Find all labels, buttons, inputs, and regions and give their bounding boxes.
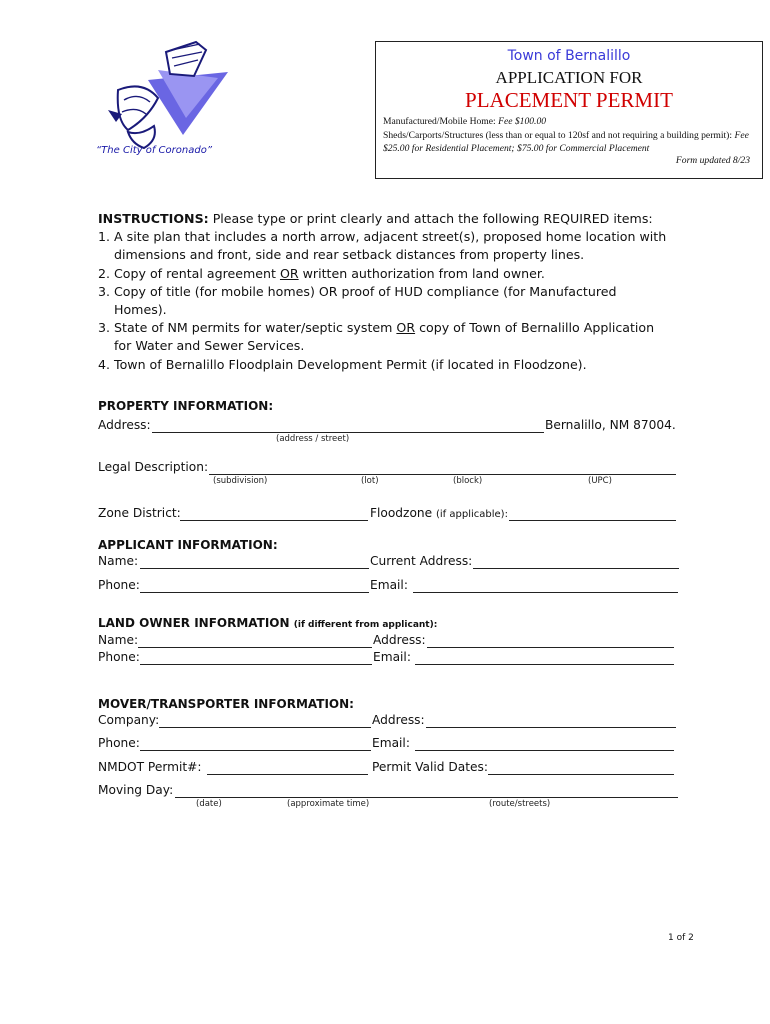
applicant-phone-label: Phone: xyxy=(98,578,140,592)
mover-address-label: Address: xyxy=(372,713,425,727)
instruction-item-2: 2. Copy of rental agreement xyxy=(98,265,280,281)
fee-line2-label: Sheds/Carports/Structures (less than or equal to 120sf and not requiring a building permit): xyxy=(383,129,735,141)
land-owner-heading-text: LAND OWNER INFORMATION xyxy=(98,616,290,630)
application-for-heading: APPLICATION FOR xyxy=(495,68,643,87)
mover-phone-label: Phone: xyxy=(98,736,140,750)
owner-name-field[interactable] xyxy=(138,647,372,648)
instructions xyxy=(98,210,738,374)
date-caption: (date) xyxy=(196,799,222,809)
zone-district-label: Zone District: xyxy=(98,506,181,520)
applicant-email-field[interactable] xyxy=(413,592,678,593)
time-caption: (approximate time) xyxy=(287,799,370,809)
instructions-heading: INSTRUCTIONS: xyxy=(98,211,209,226)
applicant-current-address-field[interactable] xyxy=(473,568,679,569)
town-name: Town of Bernalillo xyxy=(507,48,631,64)
route-caption: (route/streets) xyxy=(489,799,551,809)
instruction-item-4: 3. State of NM permits for water/septic system xyxy=(98,320,397,336)
owner-name-label: Name: xyxy=(98,633,139,647)
mover-company-label: Company: xyxy=(98,713,160,727)
owner-phone-label: Phone: xyxy=(98,650,140,664)
owner-email-label: Email: xyxy=(373,650,411,664)
floodzone-field[interactable] xyxy=(509,520,676,521)
nmdot-permit-label: NMDOT Permit#: xyxy=(98,760,202,774)
applicant-current-address-label: Current Address: xyxy=(370,554,473,568)
permit-valid-dates-field[interactable] xyxy=(488,774,674,775)
mover-phone-field[interactable] xyxy=(140,750,371,751)
fee-line1-value: Fee $100.00 xyxy=(498,116,547,127)
subdivision-caption: (subdivision) xyxy=(213,476,268,486)
mover-email-label: Email: xyxy=(372,736,410,750)
applicant-name-field[interactable] xyxy=(140,568,369,569)
mover-company-field[interactable] xyxy=(159,727,371,728)
property-heading: PROPERTY INFORMATION: xyxy=(98,399,274,413)
fee-line2-value: Fee $25.00 for Residential Placement; $75.00 for Commercial Placement xyxy=(383,129,749,154)
instructions-intro: Please type or print clearly and attach the following REQUIRED items: xyxy=(208,211,653,226)
owner-phone-field[interactable] xyxy=(140,664,372,665)
land-owner-note: (if different from applicant): xyxy=(293,620,438,630)
floodzone-label-text: Floodzone xyxy=(370,506,433,520)
instruction-item-4-post: copy of Town of Bernalillo Application xyxy=(415,320,655,336)
fee-schedule xyxy=(383,115,757,156)
instruction-item-3: 3. Copy of title (for mobile homes) OR proof of HUD compliance (for Manufactured xyxy=(98,283,617,299)
applicant-phone-field[interactable] xyxy=(140,592,369,593)
legal-description-field[interactable] xyxy=(209,474,676,475)
city-state-zip: Bernalillo, NM 87004. xyxy=(545,418,676,432)
property-address-field[interactable] xyxy=(152,432,544,433)
applicant-email-label: Email: xyxy=(370,578,408,592)
lot-caption: (lot) xyxy=(361,476,379,486)
instruction-item-4-or: OR xyxy=(396,320,416,336)
applicant-name-label: Name: xyxy=(98,554,139,568)
instruction-item-3-cont: Homes). xyxy=(114,302,167,318)
owner-email-field[interactable] xyxy=(415,664,674,665)
applicant-heading: APPLICANT INFORMATION: xyxy=(98,538,278,552)
owner-address-field[interactable] xyxy=(427,647,674,648)
placement-permit-title: PLACEMENT PERMIT xyxy=(465,88,673,112)
block-caption: (block) xyxy=(453,476,483,486)
mover-heading: MOVER/TRANSPORTER INFORMATION: xyxy=(98,697,354,711)
instruction-item-2-or: OR xyxy=(279,265,299,281)
floodzone-label xyxy=(370,506,508,520)
town-logo xyxy=(88,40,238,155)
page-number: 1 of 2 xyxy=(668,933,694,943)
land-owner-heading xyxy=(98,616,437,630)
legal-description-label: Legal Description: xyxy=(98,460,209,474)
fee-line1-label: Manufactured/Mobile Home: xyxy=(383,116,499,127)
address-caption: (address / street) xyxy=(276,434,350,444)
zone-district-field[interactable] xyxy=(180,520,368,521)
moving-day-field[interactable] xyxy=(175,797,678,798)
nmdot-permit-field[interactable] xyxy=(207,774,368,775)
instruction-item-1-cont: dimensions and front, side and rear setback distances from property lines. xyxy=(114,247,585,263)
form-updated: Form updated 8/23 xyxy=(675,155,750,166)
moving-day-label: Moving Day: xyxy=(98,783,174,797)
upc-caption: (UPC) xyxy=(588,476,612,486)
town-motto: “The City of Coronado” xyxy=(96,145,212,156)
permit-valid-dates-label: Permit Valid Dates: xyxy=(372,760,488,774)
owner-address-label: Address: xyxy=(373,633,426,647)
floodzone-note: (if applicable): xyxy=(436,509,508,520)
instruction-item-1: 1. A site plan that includes a north arrow, adjacent street(s), proposed home location with xyxy=(98,229,667,245)
property-address-label: Address: xyxy=(98,418,151,432)
instruction-item-4-cont: for Water and Sewer Services. xyxy=(114,338,305,354)
mover-address-field[interactable] xyxy=(426,727,676,728)
instruction-item-2-post: written authorization from land owner. xyxy=(298,265,545,281)
mover-email-field[interactable] xyxy=(415,750,674,751)
instruction-item-5: 4. Town of Bernalillo Floodplain Development Permit (if located in Floodzone). xyxy=(98,356,587,372)
